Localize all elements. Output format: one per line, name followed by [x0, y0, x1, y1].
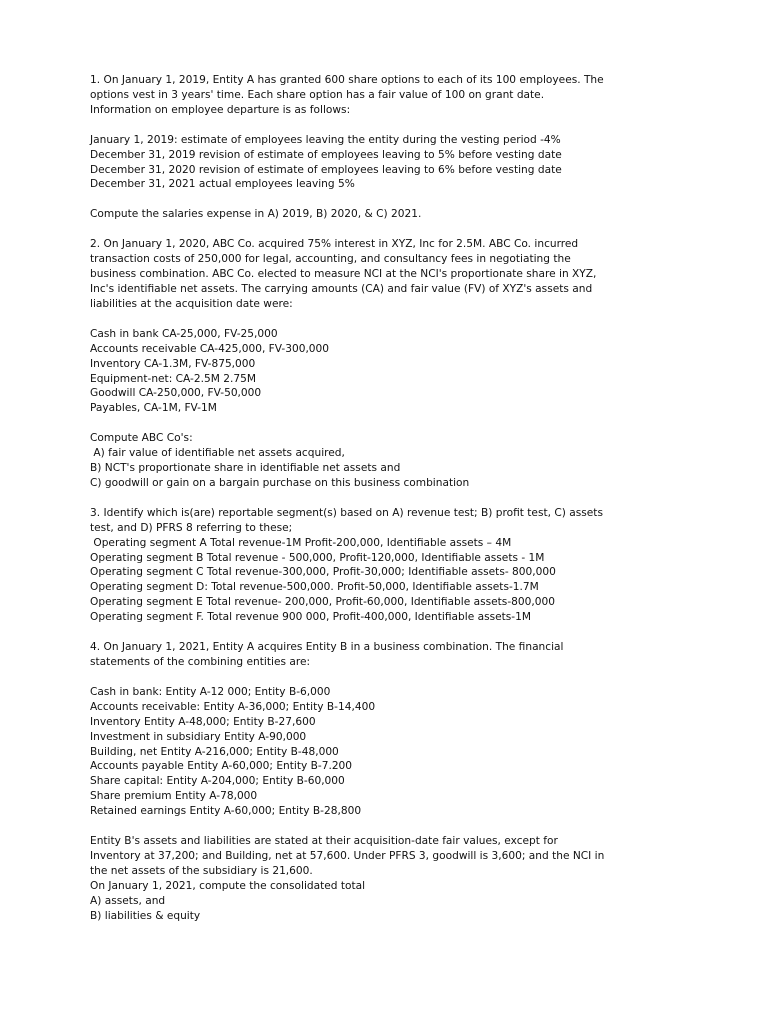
- spacer: [90, 416, 690, 431]
- q2-item: Equipment-net: CA-2.5M 2.75M: [90, 372, 256, 385]
- q4-note-line: A) assets, and: [90, 894, 166, 907]
- q4-note-line: Entity B's assets and liabilities are stated at their acquisition-date fair values, except for: [90, 835, 558, 848]
- spacer: [90, 670, 690, 685]
- q1-departure-line: December 31, 2021 actual employees leaving 5%: [90, 178, 355, 191]
- q1-intro-line: Information on employee departure is as follows:: [90, 103, 351, 116]
- q4-item: Share premium Entity A-78,000: [90, 790, 258, 803]
- q4-note-line: B) liabilities & equity: [90, 909, 201, 922]
- q2-task-line: Compute ABC Co's:: [90, 432, 193, 445]
- q1-departure-line: December 31, 2020 revision of estimate of employees leaving to 6% before vesting date: [90, 163, 562, 176]
- q1-intro-line: 1. On January 1, 2019, Entity A has granted 600 share options to each of its 100 employees. The: [90, 74, 604, 86]
- q4-item: Accounts payable Entity A-60,000; Entity B-7.200: [90, 760, 353, 773]
- q4-item: Cash in bank: Entity A-12 000; Entity B-6,000: [90, 685, 331, 698]
- spacer: [90, 819, 690, 834]
- q2-intro-line: business combination. ABC Co. elected to measure NCI at the NCI's proportionate share in XYZ,: [90, 268, 597, 281]
- question-1: [90, 73, 690, 222]
- q4-item: Building, net Entity A-216,000; Entity B-48,000: [90, 745, 339, 758]
- q4-note-line: the net assets of the subsidiary is 21,600.: [90, 864, 313, 877]
- q4-note-line: On January 1, 2021, compute the consolidated total: [90, 879, 366, 892]
- q3-intro-line: 3. Identify which is(are) reportable segment(s) based on A) revenue test; B) profit test, C) assets: [90, 506, 603, 519]
- spacer: [90, 491, 690, 506]
- question-2: [90, 237, 690, 491]
- q2-task-line: B) NCT's proportionate share in identifiable net assets and: [90, 462, 401, 475]
- document-body: [90, 73, 690, 924]
- q3-intro-line: test, and D) PFRS 8 referring to these;: [90, 521, 293, 534]
- q3-segment: Operating segment C Total revenue-300,000, Profit-30,000; Identifiable assets- 800,000: [90, 566, 556, 579]
- q2-intro-line: Inc's identifiable net assets. The carrying amounts (CA) and fair value (FV) of XYZ's assets and: [90, 282, 593, 295]
- q4-item: Inventory Entity A-48,000; Entity B-27,600: [90, 715, 316, 728]
- q1-intro-line: options vest in 3 years' time. Each share option has a fair value of 100 on grant date.: [90, 88, 545, 101]
- q2-item: Inventory CA-1.3M, FV-875,000: [90, 357, 256, 370]
- q3-segment: Operating segment A Total revenue-1M Profit-200,000, Identifiable assets – 4M: [90, 536, 512, 549]
- q2-task-line: A) fair value of identifiable net assets acquired,: [90, 447, 345, 460]
- spacer: [90, 222, 690, 237]
- spacer: [90, 625, 690, 640]
- q2-item: Accounts receivable CA-425,000, FV-300,000: [90, 342, 330, 355]
- question-4: [90, 640, 690, 923]
- q1-departure-line: January 1, 2019: estimate of employees leaving the entity during the vesting period -4%: [90, 133, 561, 146]
- q4-item: Investment in subsidiary Entity A-90,000: [90, 730, 307, 743]
- q3-segment: Operating segment D: Total revenue-500,000. Profit-50,000, Identifiable assets-1.7M: [90, 581, 539, 594]
- q2-intro-line: 2. On January 1, 2020, ABC Co. acquired 75% interest in XYZ, Inc for 2.5M. ABC Co. incurred: [90, 238, 579, 251]
- q3-segment: Operating segment B Total revenue - 500,000, Profit-120,000, Identifiable assets - 1M: [90, 551, 545, 564]
- q4-item: Share capital: Entity A-204,000; Entity B-60,000: [90, 775, 345, 788]
- q4-intro-line: 4. On January 1, 2021, Entity A acquires Entity B in a business combination. The financial: [90, 641, 564, 654]
- q4-item: Accounts receivable: Entity A-36,000; Entity B-14,400: [90, 700, 376, 713]
- spacer: [90, 312, 690, 327]
- q2-intro-line: liabilities at the acquisition date were:: [90, 297, 293, 310]
- question-3: [90, 506, 690, 625]
- q1-departure-line: December 31, 2019 revision of estimate of employees leaving to 5% before vesting date: [90, 148, 562, 161]
- q2-intro-line: transaction costs of 250,000 for legal, accounting, and consultancy fees in negotiating the: [90, 253, 571, 266]
- q2-task-line: C) goodwill or gain on a bargain purchase on this business combination: [90, 476, 470, 489]
- spacer: [90, 118, 690, 133]
- q2-item: Cash in bank CA-25,000, FV-25,000: [90, 327, 278, 340]
- q4-intro-line: statements of the combining entities are:: [90, 656, 311, 668]
- q3-segment: Operating segment F. Total revenue 900 000, Profit-400,000, Identifiable assets-1M: [90, 611, 531, 624]
- q2-item: Goodwill CA-250,000, FV-50,000: [90, 387, 262, 400]
- q2-item: Payables, CA-1M, FV-1M: [90, 402, 217, 415]
- spacer: [90, 192, 690, 207]
- q4-note-line: Inventory at 37,200; and Building, net at 57,600. Under PFRS 3, goodwill is 3,600; and the NCI in: [90, 849, 605, 862]
- q4-item: Retained earnings Entity A-60,000; Entity B-28,800: [90, 805, 362, 818]
- q1-task: Compute the salaries expense in A) 2019, B) 2020, & C) 2021.: [90, 208, 422, 221]
- q3-segment: Operating segment E Total revenue- 200,000, Profit-60,000, Identifiable assets-800,000: [90, 596, 555, 609]
